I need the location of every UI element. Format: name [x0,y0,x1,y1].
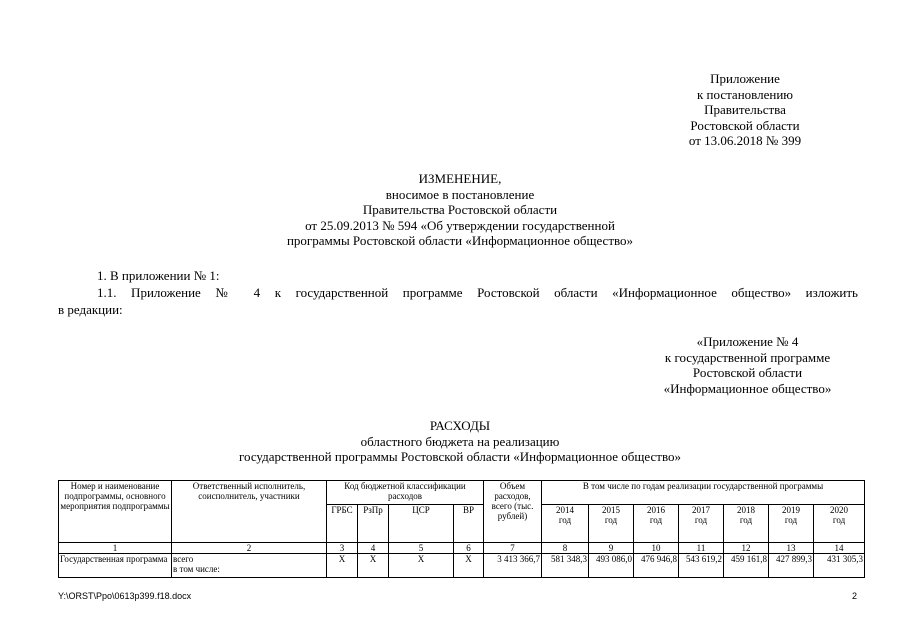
expenses-title-block [150,418,770,465]
header-budget-code: Код бюджетной классификации расходов [327,481,484,505]
header-by-years: В том числе по годам реализации государственной программы [542,481,865,505]
year-value: 2018 [737,505,755,515]
row-year-value: 459 161,8 [724,554,769,578]
row-year-value: 493 086,0 [589,554,634,578]
year-value: 2019 [782,505,800,515]
appendix-header [665,71,825,149]
row-executor-line: всего [173,554,194,564]
appendix4-header-line: к государственной программе [664,349,831,365]
column-number: 7 [484,543,542,554]
row-total: 3 413 366,7 [484,554,542,578]
column-number: 5 [389,543,454,554]
year-value: 2017 [692,505,710,515]
appendix-header-line: Ростовской области [690,117,800,133]
table-row [59,554,865,578]
year-value: 2014 [556,505,574,515]
appendix-header-line: Приложение [710,71,780,86]
column-number: 8 [542,543,589,554]
change-subtitle-line: программы Ростовской области «Информационное общество» [286,233,634,248]
year-value: 2020 [830,505,849,515]
header-csr: ЦСР [389,505,454,543]
header-grbs: ГРБС [327,505,358,543]
year-unit: год [694,515,708,525]
appendix4-header-line: «Приложение № 4 [696,334,799,349]
header-year [724,505,769,543]
expenses-subtitle-line: государственной программы Ростовской области «Информационное общество» [238,449,681,464]
row-vr: Х [454,554,484,578]
column-number: 10 [634,543,679,554]
row-executor [172,554,327,578]
year-unit: год [784,515,798,525]
appendix4-header [640,334,855,396]
row-rzpr: Х [358,554,389,578]
change-title: ИЗМЕНЕНИЕ, [418,171,502,186]
row-year-value: 431 305,3 [814,554,865,578]
column-number: 14 [814,543,865,554]
column-number: 11 [679,543,724,554]
header-year [769,505,814,543]
header-year [679,505,724,543]
header-col-name: Номер и наименование подпрограммы, основного мероприятия подпрограммы [59,481,172,543]
header-year [814,505,865,543]
row-csr: Х [389,554,454,578]
appendix-header-line: к постановлению [696,86,794,102]
budget-table [58,480,865,578]
expenses-title: РАСХОДЫ [429,418,491,433]
appendix4-header-line: Ростовской области [692,365,803,380]
change-title-block [200,171,720,249]
column-number: 9 [589,543,634,554]
header-total: Объем расходов, всего (тыс. рублей) [484,481,542,543]
year-value: 2016 [647,505,665,515]
header-year [542,505,589,543]
header-col-executor: Ответственный исполнитель, соисполнитель, участники [172,481,327,543]
year-unit: год [739,515,753,525]
column-number: 3 [327,543,358,554]
paragraph-1-1: 1.1. Приложение № 4 к государственной программе Ростовской области «Информационное общество» изложить [97,285,858,300]
appendix-header-line: от 13.06.2018 № 399 [688,133,802,148]
column-number: 1 [59,543,172,554]
header-vr: ВР [454,505,484,543]
year-unit: год [558,515,572,525]
paragraph-1: 1. В приложении № 1: [97,268,220,283]
footer-file-path: Y:\ORST\Ppo\0613p399.f18.docx [58,591,192,601]
column-number: 12 [724,543,769,554]
change-subtitle-line: вносимое в постановление [385,186,535,202]
footer-page-number: 2 [852,591,858,601]
row-executor-line: в том числе: [173,564,220,574]
row-name: Государственная программа [59,554,172,578]
appendix-header-line: Правительства [704,102,786,117]
row-year-value: 427 899,3 [769,554,814,578]
header-year [589,505,634,543]
header-year [634,505,679,543]
row-year-value: 581 348,3 [542,554,589,578]
paragraph-1-1-cont: в редакции: [58,302,123,317]
year-unit: год [832,515,846,525]
column-number: 2 [172,543,327,554]
year-value: 2015 [602,505,620,515]
row-grbs: Х [327,554,358,578]
year-unit: год [604,515,618,525]
column-number: 6 [454,543,484,554]
column-number: 13 [769,543,814,554]
expenses-subtitle-line: областного бюджета на реализацию [360,433,560,449]
column-number: 4 [358,543,389,554]
change-subtitle-line: Правительства Ростовской области [362,202,558,217]
row-year-value: 543 619,2 [679,554,724,578]
year-unit: год [649,515,663,525]
header-rzpr: РзПр [358,505,389,543]
appendix4-header-line: «Информационное общество» [663,380,832,396]
row-year-value: 476 946,8 [634,554,679,578]
change-subtitle-line: от 25.09.2013 № 594 «Об утверждении государственной [305,217,615,233]
